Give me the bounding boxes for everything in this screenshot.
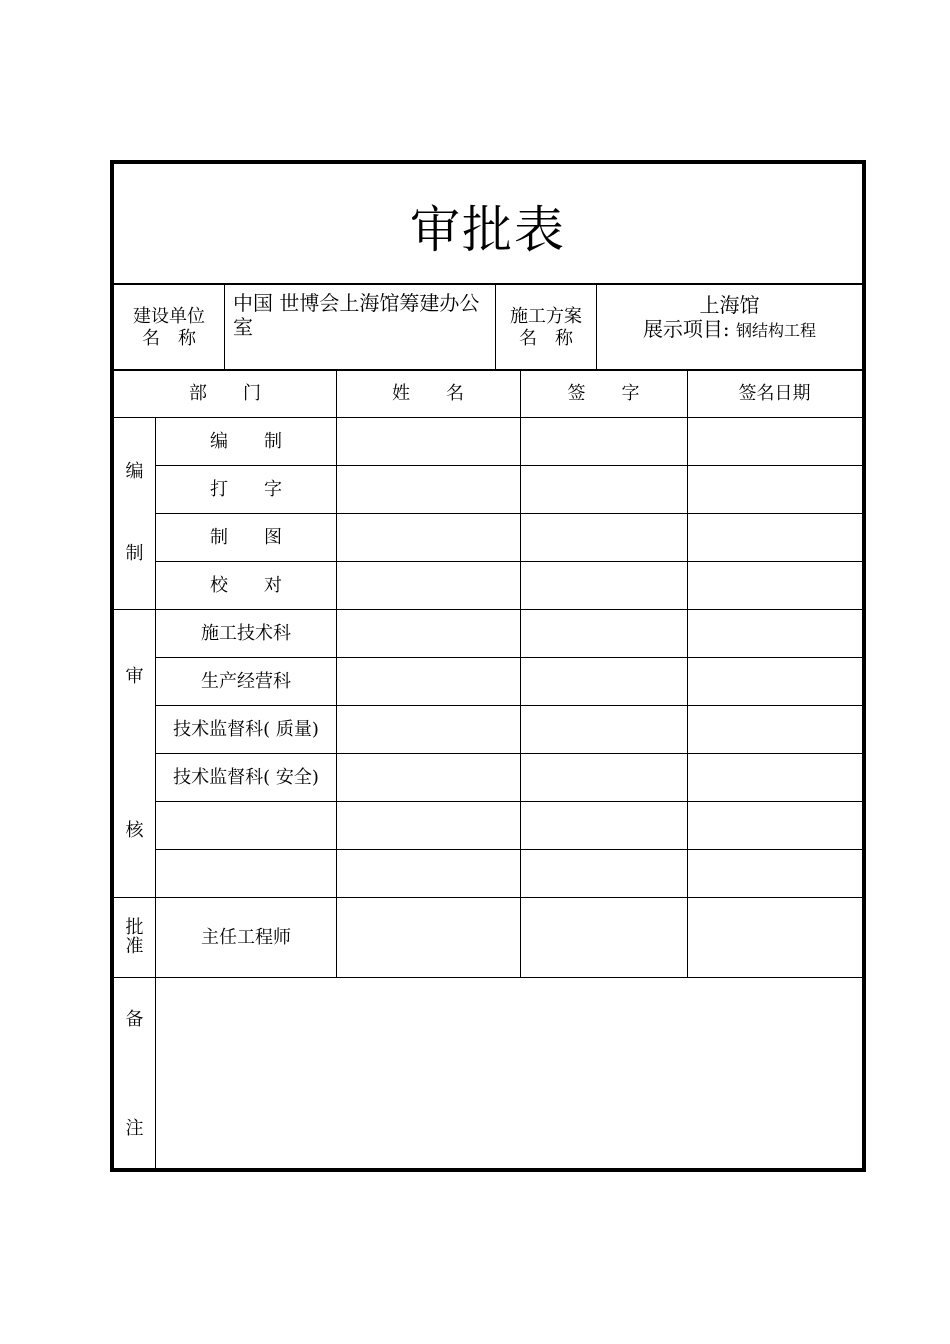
- plan-label-2: 名 称: [519, 328, 573, 349]
- row-review-quality: 技术监督科( 质量): [173, 718, 319, 740]
- builder-label-cell: [114, 287, 224, 369]
- approval-form: [110, 160, 866, 1172]
- group-approve: 批 准: [125, 917, 144, 957]
- row-review-production: 生产经营科: [201, 670, 291, 692]
- group-review-char-2: 核: [125, 820, 144, 841]
- plan-label-cell: [496, 287, 596, 369]
- builder-value-cell[interactable]: [225, 287, 495, 369]
- plan-value-cell[interactable]: [597, 287, 862, 369]
- plan-value-prefix: 展示项目:: [642, 317, 737, 341]
- col-sign: 签 字: [567, 383, 640, 404]
- group-remarks-char-2: 注: [125, 1118, 144, 1139]
- builder-label-2: 名 称: [142, 328, 196, 349]
- divider: [336, 371, 337, 977]
- row-review-blank-1[interactable]: [156, 802, 336, 849]
- row-review-safety: 技术监督科( 安全): [173, 766, 319, 788]
- group-compile-char-2: 制: [125, 543, 144, 564]
- row-review-blank-2[interactable]: [156, 850, 336, 897]
- group-compile-char-1: 编: [125, 461, 144, 482]
- plan-value-suffix: 钢结构工程: [736, 321, 817, 340]
- divider: [687, 371, 688, 977]
- col-dept: 部 门: [189, 383, 261, 404]
- row-compile-drawing: 制 图: [210, 526, 282, 548]
- group-review-char-1: 审: [125, 666, 144, 687]
- row-approve-chief: 主任工程师: [201, 926, 291, 948]
- form-title: 审批表: [410, 200, 566, 259]
- col-date: 签名日期: [738, 383, 811, 404]
- divider: [520, 371, 521, 977]
- builder-label: 建设单位: [133, 306, 205, 327]
- remarks-field[interactable]: [156, 978, 862, 1168]
- col-name: 姓 名: [392, 383, 464, 404]
- plan-value-line1: 上海馆: [699, 293, 760, 317]
- builder-value: 中国 世博会上海馆筹建办公室: [233, 291, 480, 339]
- plan-value-line2: [643, 317, 816, 343]
- row-compile-edit: 编 制: [210, 430, 282, 452]
- group-remarks-char-1: 备: [125, 1009, 144, 1030]
- plan-label: 施工方案: [510, 306, 582, 327]
- row-review-tech: 施工技术科: [201, 622, 291, 644]
- row-compile-typing: 打 字: [210, 478, 282, 500]
- row-compile-proofread: 校 对: [210, 574, 282, 596]
- title-row: [114, 164, 862, 285]
